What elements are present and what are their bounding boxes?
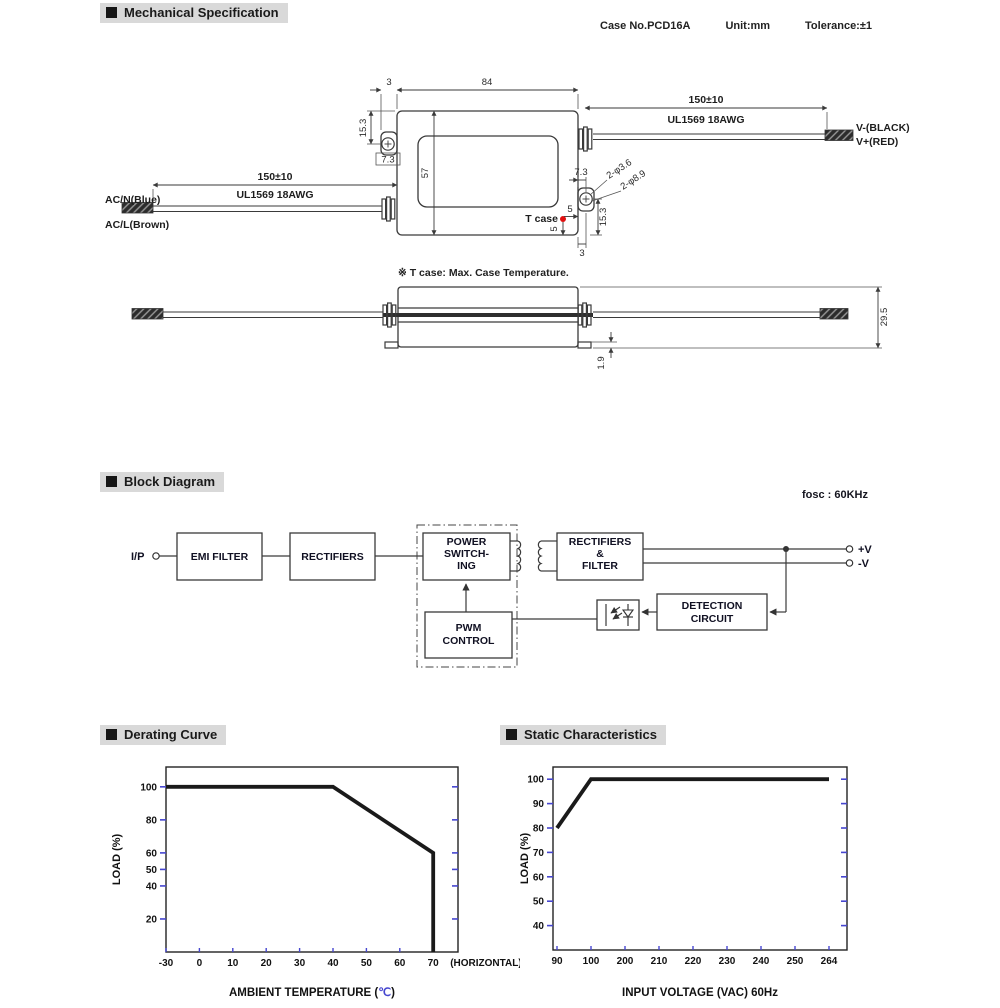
chart-canvas — [100, 753, 520, 1003]
dim-body-width: 84 — [481, 77, 493, 88]
section-header-derating-curve — [100, 725, 226, 745]
tcase-note: ※ T case: Max. Case Temperature. — [398, 267, 569, 279]
x-tick-label: 200 — [616, 956, 634, 967]
section-bullet-icon — [106, 476, 117, 487]
plot-area — [553, 767, 847, 950]
curve-load-vs-input-voltage — [557, 779, 829, 828]
pwm-control-label: PWM — [455, 622, 482, 634]
hole-small-label: 2-φ3.6 — [604, 157, 634, 182]
case-label-recess — [418, 136, 558, 207]
y-tick-label: 50 — [145, 864, 157, 876]
output-minus-label: -V — [858, 558, 869, 570]
side-view-drawing — [132, 287, 890, 370]
y-tick-label: 40 — [532, 921, 544, 933]
y-tick-label: 80 — [532, 823, 544, 835]
x-tick-label: 210 — [650, 956, 668, 967]
case-number: Case No.PCD16A — [600, 20, 691, 32]
side-output-wire-end — [820, 309, 848, 320]
mounting-flange-right — [578, 342, 591, 348]
dim-overall-height: 29.5 — [879, 307, 890, 327]
x-tick-label: 230 — [718, 956, 736, 967]
section-bullet-icon — [106, 729, 117, 740]
rectifiers-label: RECTIFIERS — [301, 551, 364, 563]
section-bullet-icon — [106, 7, 117, 18]
input-wire-label-line: AC/L(Brown) — [105, 219, 170, 231]
optocoupler-icon — [597, 600, 639, 630]
x-tick-label: 240 — [752, 956, 770, 967]
section-title: Block Diagram — [124, 474, 216, 489]
y-tick-label: 100 — [527, 774, 544, 786]
y-axis-title: LOAD (%) — [519, 832, 531, 885]
x-tick-label: 30 — [294, 958, 306, 969]
output-wire-end — [825, 130, 853, 141]
dim-ear-left-v: 15.3 — [358, 118, 369, 138]
chart-canvas — [498, 753, 980, 1003]
output-cable-type: UL1569 18AWG — [667, 114, 745, 126]
svg-text:CONTROL: CONTROL — [442, 635, 495, 647]
dim-tab-width: 3 — [386, 77, 392, 88]
svg-text:&: & — [596, 548, 604, 560]
plot-area — [166, 767, 458, 952]
y-tick-label: 50 — [532, 896, 544, 908]
dim-ear-right-inset: 7.3 — [574, 167, 588, 178]
rectifiers-filter-label: RECTIFIERS — [568, 536, 632, 548]
y-axis-title: LOAD (%) — [111, 833, 123, 886]
x-tick-label: 90 — [551, 956, 563, 967]
input-cable-length: 150±10 — [257, 171, 293, 183]
section-header-block-diagram — [100, 472, 224, 492]
tcase-label: T case — [525, 213, 558, 225]
section-bullet-icon — [506, 729, 517, 740]
x-tick-label: 220 — [684, 956, 702, 967]
output-cable — [579, 127, 853, 151]
y-tick-label: 60 — [532, 872, 544, 884]
output-minus-terminal-icon — [846, 560, 852, 566]
y-tick-label: 60 — [145, 848, 157, 860]
block-diagram — [90, 505, 910, 680]
x-tick-label: 100 — [582, 956, 600, 967]
x-axis-title: INPUT VOLTAGE (VAC) 60Hz — [622, 987, 778, 999]
input-terminal-label: I/P — [131, 551, 145, 563]
x-axis-title: AMBIENT TEMPERATURE (℃) — [228, 987, 396, 999]
power-switching-label: POWER — [446, 536, 487, 548]
y-tick-label: 100 — [140, 782, 157, 794]
dim-flange-thickness: 1.9 — [596, 356, 607, 370]
static-characteristics-chart — [498, 753, 980, 1008]
section-title: Mechanical Specification — [124, 5, 279, 20]
y-tick-label: 40 — [145, 881, 157, 893]
input-wire-label-neutral: AC/N(Blue) — [105, 194, 161, 206]
side-input-wire-end — [132, 309, 163, 320]
y-tick-label: 20 — [145, 914, 157, 926]
y-tick-label: 90 — [532, 799, 544, 811]
detection-circuit-label: DETECTION — [681, 600, 743, 612]
x-tick-label: 10 — [227, 958, 239, 969]
case-info-row — [600, 20, 872, 32]
x-tick-label: 40 — [327, 958, 339, 969]
emi-filter-label: EMI FILTER — [190, 551, 249, 563]
section-title: Derating Curve — [124, 727, 218, 742]
x-axis-suffix-label: (HORIZONTAL) — [450, 958, 520, 969]
dim-ear-left-inset: 7.3 — [381, 154, 395, 166]
output-cable-length: 150±10 — [688, 94, 724, 106]
x-tick-label: 250 — [786, 956, 804, 967]
curve-load-vs-ambient-temperature — [166, 787, 433, 952]
input-cable-type: UL1569 18AWG — [236, 189, 314, 201]
dim-inner-height: 57 — [420, 167, 431, 179]
hole-large-label: 2-φ8.9 — [618, 168, 648, 193]
svg-text:SWITCH-: SWITCH- — [444, 548, 489, 560]
cable-band — [383, 313, 593, 317]
x-tick-label: 0 — [196, 958, 203, 969]
section-title: Static Characteristics — [524, 727, 657, 742]
output-wire-label-minus: V-(BLACK) — [856, 122, 910, 134]
svg-text:CIRCUIT: CIRCUIT — [690, 613, 734, 625]
top-view-drawing — [105, 77, 910, 259]
mounting-flange-left — [385, 342, 398, 348]
derating-chart — [100, 753, 520, 1008]
unit-info: Unit:mm — [725, 20, 771, 32]
dim-tab-bottom: 3 — [579, 248, 585, 259]
svg-text:ING: ING — [457, 560, 476, 572]
x-tick-label: -30 — [158, 958, 174, 969]
y-tick-label: 80 — [145, 815, 157, 827]
output-plus-terminal-icon — [846, 546, 852, 552]
tolerance-info: Tolerance:±1 — [805, 20, 872, 32]
fosc-frequency: fosc : 60KHz — [801, 489, 868, 501]
svg-text:FILTER: FILTER — [582, 560, 618, 572]
x-tick-label: 20 — [260, 958, 272, 969]
section-header-static-characteristics — [500, 725, 666, 745]
x-tick-label: 70 — [427, 958, 439, 969]
input-terminal-icon — [153, 553, 159, 559]
x-tick-label: 60 — [394, 958, 406, 969]
dim-tcase-x: 5 — [567, 204, 573, 215]
x-tick-label: 264 — [820, 956, 838, 967]
x-tick-label: 50 — [360, 958, 372, 969]
mechanical-drawing — [90, 50, 910, 370]
dim-tcase-y: 5 — [549, 226, 560, 232]
output-wire-label-plus: V+(RED) — [856, 136, 899, 148]
y-tick-label: 70 — [532, 847, 544, 859]
dim-ear-right-v: 15.3 — [598, 207, 609, 227]
output-plus-label: +V — [858, 544, 872, 556]
section-header-mechanical — [100, 3, 288, 23]
